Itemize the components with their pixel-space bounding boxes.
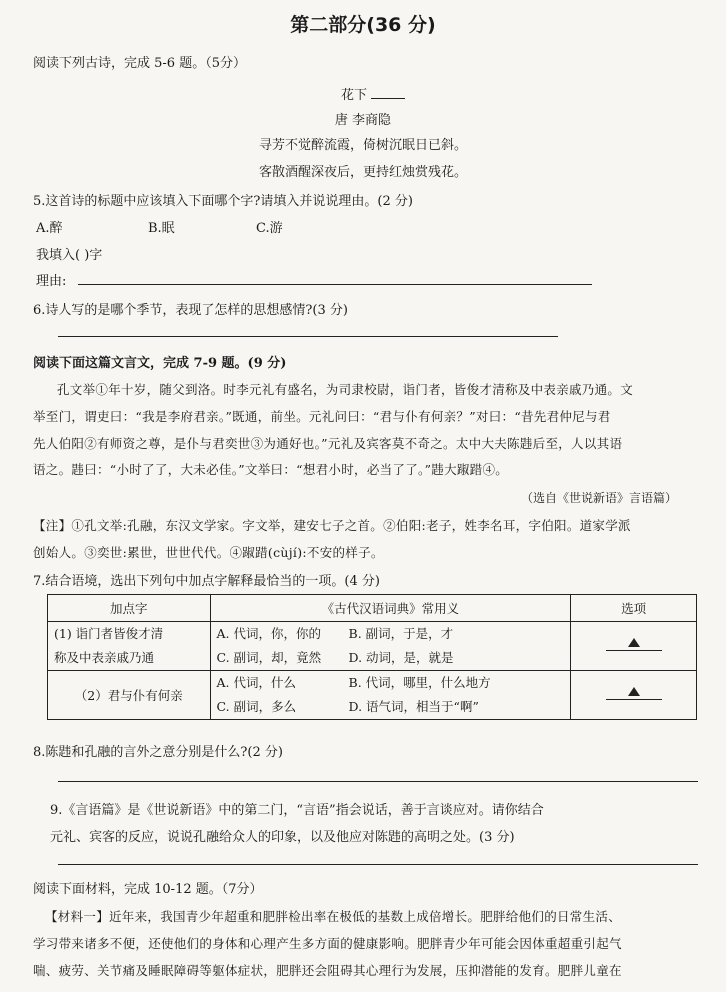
poem-line-2: 客散酒醒深夜后，更持红烛赏残花。 [258, 165, 467, 180]
poem-line-1: 寻芳不觉醉流霞，倚树沉眠日已斜。 [258, 138, 467, 153]
q7-text: 7.结合语境，选出下列句中加点字解释最恰当的一项。(4 分) [33, 574, 380, 589]
material-line-3: 喘、疲劳、关节痛及睡眠障碍等躯体症状，肥胖还会阻碍其心理行为发展，压抑潜能的发育。肥胖儿童在 [33, 963, 622, 978]
prose-instruction: 阅读下面这篇文言文，完成 7-9 题。(9 分) [33, 356, 287, 371]
q7-row1-option-c: C. 副词，却，竟然 [216, 650, 322, 665]
q7-row1-word-line-a: (1) 诣门者皆俊才清 [54, 626, 164, 641]
prose-line-3: 先人伯阳②有师资之尊，是仆与君奕世③为通好也。”元礼及宾客莫不奇之。太中大夫陈韪后至，人以其语 [33, 436, 623, 451]
prose-line-1: 孔文举①年十岁，随父到洛。时李元礼有盛名，为司隶校尉，诣门者，皆俊才清称及中表亲戚乃通。文 [57, 382, 634, 397]
q7-row2-answer-blank[interactable] [606, 689, 662, 700]
q7-table-row-2 [48, 671, 697, 720]
poem-title-text: 花下 [341, 88, 368, 103]
q8-text: 8.陈韪和孔融的言外之意分别是什么?(2 分) [33, 745, 283, 760]
q5-option-a: A.醉 [36, 221, 63, 236]
poem-title [341, 84, 405, 103]
q7-row1-option-b: B. 副词，于是，才 [348, 626, 454, 641]
q7-row1-word [48, 622, 211, 671]
prose-line-2: 举至门，谓吏曰：“我是李府君亲。”既通，前坐。元礼问曰：“君与仆有何亲？”对曰：“昔先君仲尼与君 [33, 409, 611, 424]
q9-answer-line[interactable] [58, 864, 698, 865]
q7-table [47, 594, 697, 720]
q5-fill-blank[interactable]: 我填入( )字 [36, 248, 103, 263]
q7-row2-option-d: D. 语气词，相当于“啊” [348, 699, 479, 714]
poem-title-blank [371, 88, 405, 99]
q8-answer-line[interactable] [58, 781, 698, 782]
q7-row2-options [210, 671, 571, 720]
prose-note-1: 【注】①孔文举:孔融，东汉文学家。字文举，建安七子之首。②伯阳:老子，姓李名耳，字伯阳。道家学派 [33, 518, 631, 533]
q7-row1-option-a: A. 代词，你，你的 [216, 626, 322, 641]
material-instruction: 阅读下面材料，完成 10-12 题。（7分） [33, 882, 263, 897]
q7-row2-option-a: A. 代词，什么 [216, 675, 297, 690]
triangle-marker-icon [628, 638, 640, 647]
material-line-1: 【材料一】近年来，我国青少年超重和肥胖检出率在极低的基数上成倍增长。肥胖给他们的日常生活、 [45, 909, 622, 924]
q7-row1-options [210, 622, 571, 671]
q7-header-word: 加点字 [48, 595, 211, 622]
q7-row1-answer-blank[interactable] [606, 640, 662, 651]
q7-row1-word-line-b: 称及中表亲戚乃通 [54, 650, 155, 665]
q5-reason-label: 理由: [36, 274, 67, 289]
poem-instruction: 阅读下列古诗，完成 5-6 题。（5分） [33, 56, 246, 71]
prose-line-4: 语之。韪曰：“小时了了，大未必佳。”文举曰：“想君小时，必当了了。”韪大踧踖④。 [33, 462, 509, 477]
q5-option-b: B.眠 [148, 221, 175, 236]
q7-row2-option-b: B. 代词，哪里，什么地方 [348, 675, 491, 690]
q7-table-row-1 [48, 622, 697, 671]
q5-option-c: C.游 [256, 221, 283, 236]
q7-row1-answer-cell[interactable] [571, 622, 697, 671]
q7-row2-answer-cell[interactable] [571, 671, 697, 720]
q6-answer-line[interactable] [58, 336, 558, 337]
q5-text: 5.这首诗的标题中应该填入下面哪个字?请填入并说说理由。(2 分) [33, 194, 413, 209]
q7-row2-option-c: C. 副词，多么 [216, 699, 297, 714]
q5-reason-answer-line[interactable] [78, 284, 592, 285]
triangle-marker-icon [628, 687, 640, 696]
material-line-2: 学习带来诸多不便，还使他们的身体和心理产生多方面的健康影响。肥胖青少年可能会因体重超重引起气 [33, 936, 622, 951]
prose-note-2: 创始人。③奕世:累世，世世代代。④踧踖(cùjí):不安的样子。 [33, 545, 384, 560]
q7-table-header-row [48, 595, 697, 622]
section-title: 第二部分(36 分) [290, 14, 436, 36]
q7-row2-word: （2）君与仆有何亲 [48, 671, 211, 720]
q7-header-choice: 选项 [571, 595, 697, 622]
poem-author: 唐 李商隐 [334, 113, 392, 128]
q6-text: 6.诗人写的是哪个季节，表现了怎样的思想感情?(3 分) [33, 303, 348, 318]
q7-header-meaning: 《古代汉语词典》常用义 [210, 595, 571, 622]
q7-row1-option-d: D. 动词，是，就是 [348, 650, 454, 665]
q9-line-2: 元礼、宾客的反应，说说孔融给众人的印象，以及他应对陈韪的高明之处。(3 分) [50, 830, 515, 845]
q9-line-1: 9.《言语篇》是《世说新语》中的第二门，“言语”指会说话，善于言谈应对。请你结合 [50, 803, 544, 818]
prose-source: （选自《世说新语》言语篇） [521, 491, 678, 505]
